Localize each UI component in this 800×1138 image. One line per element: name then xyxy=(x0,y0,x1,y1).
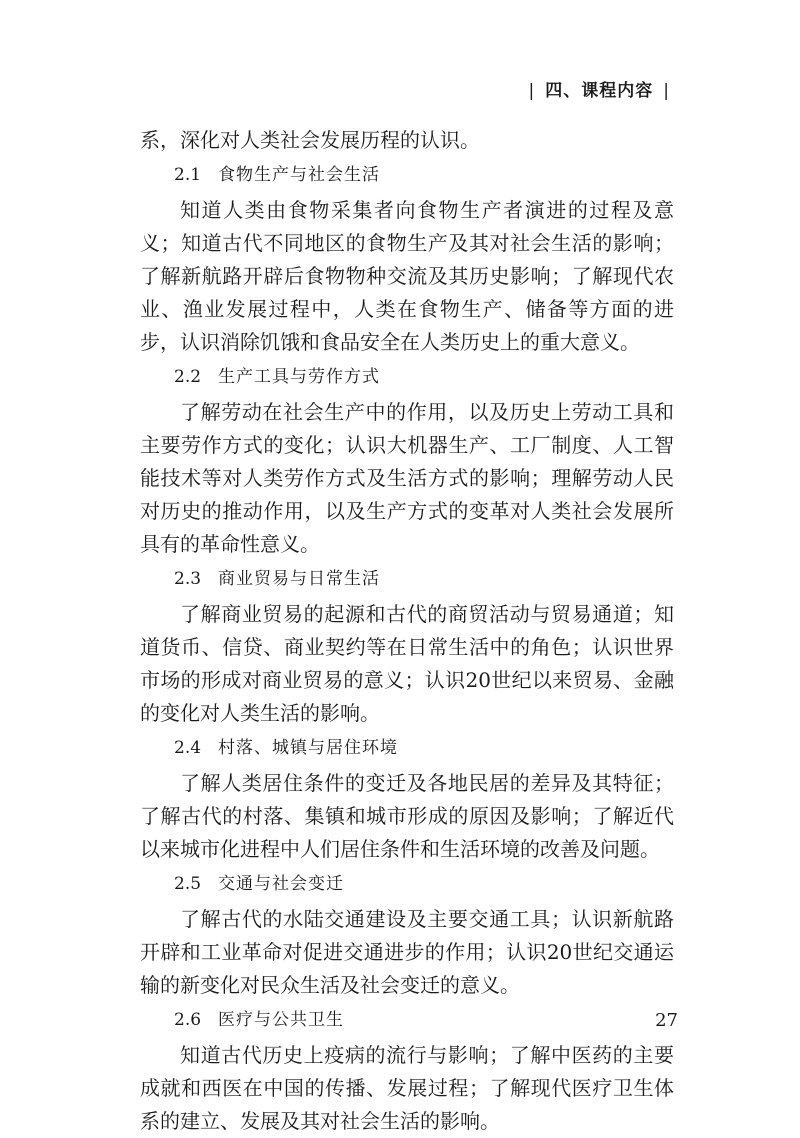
header-title: 四、课程内容 xyxy=(545,81,654,101)
section-paragraph-2-3: 了解商业贸易的起源和古代的商贸活动与贸易通道；知道货币、信贷、商业契约等在日常生活中的角色；认识世界市场的形成对商业贸易的意义；认识20世纪以来贸易、金融的变化对人类生活的影响。 xyxy=(140,602,674,725)
header-left-bar: | xyxy=(528,81,536,101)
running-header xyxy=(519,76,680,101)
section-heading-2-1 xyxy=(140,157,674,194)
page-number: 27 xyxy=(655,1010,678,1031)
section-title: 生产工具与劳作方式 xyxy=(218,367,380,387)
section-paragraph-2-4: 了解人类居住条件的变迁及各地民居的差异及其特征；了解古代的村落、集镇和城市形成的原因及影响；了解近代以来城市化进程中人们居住条件和生活环境的改善及问题。 xyxy=(140,771,674,861)
section-paragraph-2-1: 知道人类由食物采集者向食物生产者演进的过程及意义；知道古代不同地区的食物生产及其对社会生活的影响；了解新航路开辟后食物物种交流及其历史影响；了解现代农业、渔业发展过程中，人类在食物生产、储备等方面的进步，认识消除饥饿和食品安全在人类历史上的重大意义。 xyxy=(140,198,674,354)
section-number: 2.5 xyxy=(174,874,202,894)
section-heading-2-3 xyxy=(140,561,674,598)
section-title: 食物生产与社会生活 xyxy=(218,165,380,185)
section-number: 2.2 xyxy=(174,367,202,387)
section-number: 2.4 xyxy=(174,738,202,758)
section-paragraph-2-5: 了解古代的水陆交通建设及主要交通工具；认识新航路开辟和工业革命对促进交通进步的作用；认识20世纪交通运输的新变化对民众生活及社会变迁的意义。 xyxy=(140,907,674,997)
section-title: 商业贸易与日常生活 xyxy=(218,569,380,589)
section-number: 2.1 xyxy=(174,165,202,185)
section-heading-2-4 xyxy=(140,730,674,767)
section-title: 交通与社会变迁 xyxy=(218,874,344,894)
section-title: 村落、城镇与居住环境 xyxy=(218,738,398,758)
section-paragraph-2-2: 了解劳动在社会生产中的作用，以及历史上劳动工具和主要劳作方式的变化；认识大机器生产、工厂制度、人工智能技术等对人类劳作方式及生活方式的影响；理解劳动人民对历史的推动作用，以及生产方式的变革对人类社会发展所具有的革命性意义。 xyxy=(140,400,674,556)
section-heading-2-2 xyxy=(140,359,674,396)
section-heading-2-5 xyxy=(140,866,674,903)
page-body xyxy=(140,124,674,1138)
intro-paragraph: 系，深化对人类社会发展历程的认识。 xyxy=(140,128,480,152)
header-right-bar: | xyxy=(663,81,670,101)
section-title: 医疗与公共卫生 xyxy=(218,1010,344,1030)
section-number: 2.6 xyxy=(174,1010,202,1030)
section-number: 2.3 xyxy=(174,569,202,589)
section-paragraph-2-6: 知道古代历史上疫病的流行与影响；了解中医药的主要成就和西医在中国的传播、发展过程；了解现代医疗卫生体系的建立、发展及其对社会生活的影响。 xyxy=(140,1043,674,1133)
section-heading-2-6 xyxy=(140,1002,674,1039)
